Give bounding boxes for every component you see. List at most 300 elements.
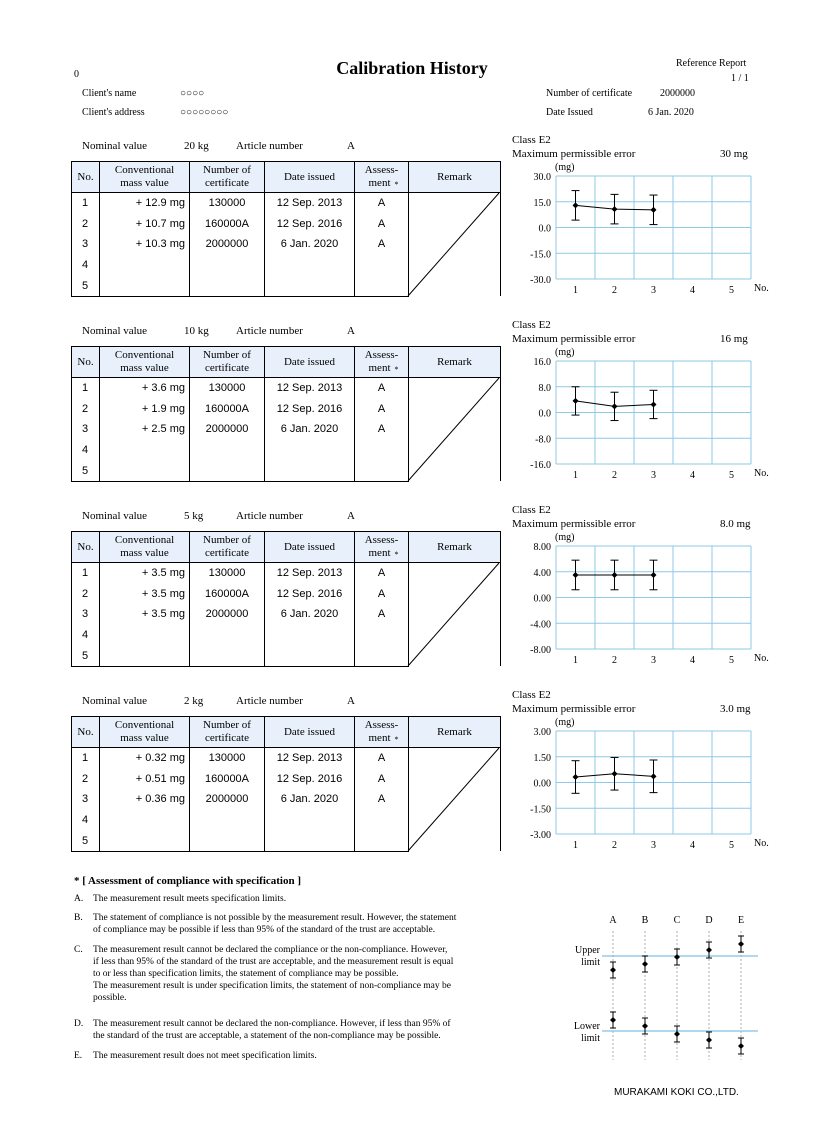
row-no: 4 bbox=[72, 810, 100, 831]
header-no bbox=[72, 162, 100, 193]
row-assessment: A bbox=[355, 563, 409, 584]
row-no: 2 bbox=[72, 399, 100, 420]
x-tick-label: 5 bbox=[729, 285, 734, 296]
mpe-value: 8.0 mg bbox=[720, 518, 751, 530]
row-certificate: 2000000 bbox=[190, 604, 265, 625]
mpe-label: Maximum permissible error bbox=[512, 333, 636, 345]
assessment-item bbox=[74, 1050, 514, 1062]
assessment-item bbox=[74, 893, 514, 905]
row-mass-value: + 3.5 mg bbox=[100, 584, 190, 605]
row-date-issued: 12 Sep. 2013 bbox=[265, 378, 355, 399]
header-mass-value-line1: Conventional bbox=[114, 534, 175, 546]
row-date-issued bbox=[265, 625, 355, 646]
row-certificate: 160000A bbox=[190, 399, 265, 420]
row-assessment: A bbox=[355, 584, 409, 605]
mpe-label: Maximum permissible error bbox=[512, 703, 636, 715]
article-number-value: A bbox=[347, 510, 355, 522]
header-certificate bbox=[190, 347, 265, 378]
header-no-text: No. bbox=[77, 355, 94, 368]
header-no bbox=[72, 717, 100, 748]
y-tick-label: 1.50 bbox=[533, 752, 551, 764]
legend-marker bbox=[706, 947, 712, 953]
row-no: 3 bbox=[72, 234, 100, 255]
x-tick-label: 1 bbox=[573, 840, 578, 851]
header-no-text: No. bbox=[77, 540, 94, 553]
nominal-value: 10 kg bbox=[184, 325, 209, 337]
mpe-label: Maximum permissible error bbox=[512, 518, 636, 530]
row-mass-value bbox=[100, 625, 190, 646]
assessment-item-line: The statement of compliance is not possible by the measurement result. However, the statement bbox=[93, 913, 457, 923]
y-tick-label: 15.0 bbox=[533, 197, 551, 209]
y-unit-label: (mg) bbox=[555, 162, 575, 173]
row-date-issued: 12 Sep. 2013 bbox=[265, 193, 355, 214]
class-label: Class E2 bbox=[512, 689, 551, 701]
row-date-issued bbox=[265, 810, 355, 831]
assessment-footnote-mark: * bbox=[394, 180, 399, 189]
legend-marker bbox=[738, 1043, 744, 1049]
header-certificate bbox=[190, 162, 265, 193]
data-point bbox=[612, 403, 618, 409]
row-date-issued: 6 Jan. 2020 bbox=[265, 789, 355, 810]
header-no bbox=[72, 347, 100, 378]
x-tick-label: 5 bbox=[729, 655, 734, 666]
assessment-footnote-mark: * bbox=[394, 735, 399, 744]
row-mass-value: + 1.9 mg bbox=[100, 399, 190, 420]
row-certificate bbox=[190, 810, 265, 831]
y-tick-label: 8.0 bbox=[538, 382, 551, 394]
x-tick-label: 5 bbox=[729, 470, 734, 481]
row-certificate: 130000 bbox=[190, 193, 265, 214]
header-assessment-line2: ment bbox=[368, 177, 391, 189]
header-mass-value bbox=[100, 347, 190, 378]
date-issued-value: 6 Jan. 2020 bbox=[648, 107, 694, 118]
mpe-value: 30 mg bbox=[720, 148, 748, 160]
assessment-item-line: of compliance may be possible if less than 95% of the standard of the trust are acceptable. bbox=[93, 925, 436, 935]
row-assessment: A bbox=[355, 419, 409, 440]
row-certificate: 130000 bbox=[190, 563, 265, 584]
legend-marker bbox=[642, 1023, 648, 1029]
row-no: 3 bbox=[72, 419, 100, 440]
assessment-item-letter: D. bbox=[74, 1019, 84, 1029]
row-date-issued bbox=[265, 830, 355, 851]
y-tick-label: -16.0 bbox=[530, 460, 551, 471]
row-assessment: A bbox=[355, 399, 409, 420]
header-date-issued bbox=[265, 532, 355, 563]
header-certificate bbox=[190, 717, 265, 748]
x-tick-label: 4 bbox=[690, 840, 695, 851]
legend-marker bbox=[642, 961, 648, 967]
class-label: Class E2 bbox=[512, 134, 551, 146]
assessment-item-letter: A. bbox=[74, 894, 84, 904]
row-date-issued: 12 Sep. 2013 bbox=[265, 563, 355, 584]
row-no: 1 bbox=[72, 378, 100, 399]
assessment-item-text bbox=[93, 1018, 513, 1042]
assessment-item bbox=[74, 1018, 514, 1042]
row-certificate bbox=[190, 275, 265, 296]
row-mass-value bbox=[100, 255, 190, 276]
x-tick-label: 4 bbox=[690, 470, 695, 481]
x-tick-label: 1 bbox=[573, 470, 578, 481]
row-no: 5 bbox=[72, 645, 100, 666]
y-tick-label: 0.0 bbox=[538, 408, 551, 420]
y-tick-label: 8.00 bbox=[533, 542, 551, 553]
header-date-issued-text: Date issued bbox=[283, 725, 335, 738]
header-certificate-line1: Number of bbox=[203, 164, 251, 176]
table-row bbox=[72, 748, 501, 769]
y-tick-label: -8.0 bbox=[535, 434, 551, 446]
row-mass-value bbox=[100, 440, 190, 461]
header-assessment-line2: ment bbox=[368, 547, 391, 559]
row-certificate bbox=[190, 625, 265, 646]
class-label: Class E2 bbox=[512, 504, 551, 516]
article-number-label: Article number bbox=[236, 140, 303, 152]
row-mass-value bbox=[100, 460, 190, 481]
upper-limit-label: limit bbox=[581, 957, 600, 968]
mpe-value: 16 mg bbox=[720, 333, 748, 345]
row-certificate: 160000A bbox=[190, 584, 265, 605]
row-assessment: A bbox=[355, 193, 409, 214]
legend-marker bbox=[738, 941, 744, 947]
legend-column-label: A bbox=[609, 915, 617, 926]
header-assessment-line1: Assess- bbox=[364, 349, 399, 361]
date-issued-label: Date Issued bbox=[546, 107, 593, 118]
data-point bbox=[651, 207, 657, 213]
row-remark bbox=[409, 563, 501, 667]
row-date-issued bbox=[265, 440, 355, 461]
table-header-row bbox=[72, 717, 501, 748]
row-mass-value: + 10.7 mg bbox=[100, 214, 190, 235]
row-certificate bbox=[190, 645, 265, 666]
y-tick-label: -15.0 bbox=[530, 249, 551, 261]
page-number: 1 / 1 bbox=[731, 73, 749, 84]
assessment-footnote-mark: * bbox=[394, 550, 399, 559]
header-remark bbox=[409, 717, 501, 748]
assessment-item-line: to or less than specification limits, the statement of compliance may be possible. bbox=[93, 969, 399, 979]
row-date-issued bbox=[265, 275, 355, 296]
row-no: 5 bbox=[72, 830, 100, 851]
assessment-item-text bbox=[93, 893, 513, 905]
header-certificate-line2: certificate bbox=[205, 362, 249, 374]
y-tick-label: 4.00 bbox=[533, 567, 551, 579]
row-certificate: 2000000 bbox=[190, 789, 265, 810]
row-assessment: A bbox=[355, 748, 409, 769]
legend-marker bbox=[674, 1031, 680, 1037]
y-unit-label: (mg) bbox=[555, 717, 575, 728]
header-mass-value bbox=[100, 532, 190, 563]
client-address-label: Client's address bbox=[82, 107, 145, 118]
x-tick-label: 2 bbox=[612, 840, 617, 851]
x-tick-label: 3 bbox=[651, 840, 656, 851]
header-remark-text: Remark bbox=[437, 725, 472, 738]
row-remark bbox=[409, 378, 501, 482]
x-tick-label: 1 bbox=[573, 285, 578, 296]
certificate-number-value: 2000000 bbox=[660, 88, 695, 99]
header-no-text: No. bbox=[77, 170, 94, 183]
row-certificate: 160000A bbox=[190, 769, 265, 790]
row-no: 3 bbox=[72, 604, 100, 625]
y-tick-label: 30.0 bbox=[533, 172, 551, 183]
row-mass-value: + 0.32 mg bbox=[100, 748, 190, 769]
legend-column-label: C bbox=[673, 915, 681, 926]
header-mass-value-line2: mass value bbox=[120, 732, 169, 744]
header-remark bbox=[409, 347, 501, 378]
header-date-issued-text: Date issued bbox=[283, 170, 335, 183]
table-row bbox=[72, 378, 501, 399]
table-header-row bbox=[72, 162, 501, 193]
y-tick-label: 0.00 bbox=[533, 593, 551, 605]
y-unit-label: (mg) bbox=[555, 532, 575, 543]
error-chart bbox=[510, 715, 770, 851]
row-no: 4 bbox=[72, 255, 100, 276]
header-mass-value-line1: Conventional bbox=[114, 719, 175, 731]
row-mass-value: + 3.5 mg bbox=[100, 563, 190, 584]
row-remark bbox=[409, 748, 501, 852]
row-mass-value: + 3.6 mg bbox=[100, 378, 190, 399]
row-assessment: A bbox=[355, 604, 409, 625]
row-no: 5 bbox=[72, 275, 100, 296]
row-no: 2 bbox=[72, 584, 100, 605]
row-date-issued bbox=[265, 460, 355, 481]
row-remark bbox=[409, 193, 501, 297]
calibration-history-table bbox=[71, 346, 501, 482]
article-number-value: A bbox=[347, 695, 355, 707]
row-no: 1 bbox=[72, 193, 100, 214]
data-point bbox=[651, 773, 657, 779]
row-assessment: A bbox=[355, 378, 409, 399]
assessment-item-text bbox=[93, 1050, 513, 1062]
x-tick-label: 2 bbox=[612, 470, 617, 481]
row-date-issued bbox=[265, 645, 355, 666]
upper-limit-label: Upper bbox=[575, 945, 600, 956]
data-point bbox=[573, 398, 579, 404]
row-certificate bbox=[190, 255, 265, 276]
header-certificate-line1: Number of bbox=[203, 349, 251, 361]
header-mass-value-line2: mass value bbox=[120, 547, 169, 559]
legend-marker bbox=[674, 954, 680, 960]
assessment-item-line: The measurement result cannot be declared the compliance or the non-compliance. However, bbox=[93, 945, 448, 955]
y-tick-label: -8.00 bbox=[530, 645, 551, 656]
assessment-item-letter: E. bbox=[74, 1051, 83, 1061]
calibration-history-table bbox=[71, 161, 501, 297]
chart-grid bbox=[556, 176, 751, 279]
data-point bbox=[612, 572, 618, 578]
report-type: Reference Report bbox=[676, 58, 747, 69]
header-remark-text: Remark bbox=[437, 355, 472, 368]
row-assessment bbox=[355, 275, 409, 296]
row-no: 1 bbox=[72, 563, 100, 584]
header-certificate-line2: certificate bbox=[205, 732, 249, 744]
assessment-item bbox=[74, 944, 514, 1004]
calibration-history-table bbox=[71, 531, 501, 667]
y-tick-label: 16.0 bbox=[533, 357, 551, 368]
row-assessment: A bbox=[355, 769, 409, 790]
header-date-issued-text: Date issued bbox=[283, 355, 335, 368]
header-date-issued bbox=[265, 347, 355, 378]
y-tick-label: -30.0 bbox=[530, 275, 551, 286]
row-date-issued: 6 Jan. 2020 bbox=[265, 604, 355, 625]
x-tick-label: 5 bbox=[729, 840, 734, 851]
data-point bbox=[573, 572, 579, 578]
header-mass-value-line2: mass value bbox=[120, 177, 169, 189]
assessment-item bbox=[74, 912, 514, 936]
assessment-item-line: if less than 95% of the standard of the trust are acceptable, and the measurement result is equal bbox=[93, 957, 454, 967]
header-certificate-line1: Number of bbox=[203, 719, 251, 731]
legend-marker bbox=[610, 1017, 616, 1023]
header-assessment-line2: ment bbox=[368, 362, 391, 374]
data-point bbox=[573, 202, 579, 208]
row-no: 4 bbox=[72, 440, 100, 461]
x-tick-label: 3 bbox=[651, 285, 656, 296]
y-tick-label: 0.0 bbox=[538, 223, 551, 235]
client-name-value: ○○○○ bbox=[180, 88, 205, 99]
lower-limit-label: limit bbox=[581, 1033, 600, 1044]
header-certificate-line2: certificate bbox=[205, 547, 249, 559]
x-axis-label: No. bbox=[754, 838, 769, 849]
mpe-value: 3.0 mg bbox=[720, 703, 751, 715]
row-assessment bbox=[355, 830, 409, 851]
row-certificate bbox=[190, 440, 265, 461]
x-tick-label: 2 bbox=[612, 655, 617, 666]
x-tick-label: 3 bbox=[651, 655, 656, 666]
article-number-label: Article number bbox=[236, 695, 303, 707]
x-axis-label: No. bbox=[754, 653, 769, 664]
y-tick-label: -3.00 bbox=[530, 830, 551, 841]
x-tick-label: 3 bbox=[651, 470, 656, 481]
row-mass-value: + 10.3 mg bbox=[100, 234, 190, 255]
x-axis-label: No. bbox=[754, 283, 769, 294]
header-certificate-line2: certificate bbox=[205, 177, 249, 189]
nominal-value: 5 kg bbox=[184, 510, 204, 522]
nominal-value-label: Nominal value bbox=[82, 140, 148, 152]
assessment-item-line: possible. bbox=[93, 993, 127, 1003]
data-point bbox=[573, 774, 579, 780]
table-header-row bbox=[72, 532, 501, 563]
row-mass-value: + 3.5 mg bbox=[100, 604, 190, 625]
header-date-issued-text: Date issued bbox=[283, 540, 335, 553]
row-date-issued: 12 Sep. 2016 bbox=[265, 584, 355, 605]
data-point bbox=[612, 206, 618, 212]
nominal-value-label: Nominal value bbox=[82, 695, 148, 707]
row-assessment: A bbox=[355, 789, 409, 810]
row-certificate: 2000000 bbox=[190, 419, 265, 440]
nominal-value-label: Nominal value bbox=[82, 325, 148, 337]
article-number-value: A bbox=[347, 140, 355, 152]
header-mass-value-line2: mass value bbox=[120, 362, 169, 374]
article-number-label: Article number bbox=[236, 510, 303, 522]
row-assessment: A bbox=[355, 214, 409, 235]
row-certificate bbox=[190, 460, 265, 481]
row-date-issued: 12 Sep. 2016 bbox=[265, 214, 355, 235]
row-no: 2 bbox=[72, 769, 100, 790]
header-remark bbox=[409, 532, 501, 563]
nominal-value: 2 kg bbox=[184, 695, 204, 707]
header-mass-value-line1: Conventional bbox=[114, 349, 175, 361]
legend-marker bbox=[706, 1037, 712, 1043]
assessment-item-line: The measurement result meets specification limits. bbox=[93, 894, 287, 904]
header-date-issued bbox=[265, 717, 355, 748]
header-assessment bbox=[355, 717, 409, 748]
assessment-item-text bbox=[93, 944, 513, 1004]
header-no-text: No. bbox=[77, 725, 94, 738]
row-no: 4 bbox=[72, 625, 100, 646]
y-tick-label: 3.00 bbox=[533, 727, 551, 738]
row-assessment bbox=[355, 645, 409, 666]
calibration-history-table bbox=[71, 716, 501, 852]
row-certificate: 130000 bbox=[190, 748, 265, 769]
x-tick-label: 2 bbox=[612, 285, 617, 296]
assessment-item-text bbox=[93, 912, 513, 936]
row-mass-value bbox=[100, 275, 190, 296]
y-tick-label: -4.00 bbox=[530, 619, 551, 631]
row-mass-value bbox=[100, 810, 190, 831]
error-chart bbox=[510, 530, 770, 666]
nominal-value: 20 kg bbox=[184, 140, 209, 152]
header-mass-value bbox=[100, 162, 190, 193]
article-number-value: A bbox=[347, 325, 355, 337]
mpe-label: Maximum permissible error bbox=[512, 148, 636, 160]
legend-column-label: E bbox=[737, 915, 745, 926]
client-address-value: ○○○○○○○○ bbox=[180, 107, 229, 118]
header-certificate bbox=[190, 532, 265, 563]
client-name-label: Client's name bbox=[82, 88, 137, 99]
row-certificate bbox=[190, 830, 265, 851]
header-assessment-line2: ment bbox=[368, 732, 391, 744]
row-certificate: 2000000 bbox=[190, 234, 265, 255]
row-date-issued: 12 Sep. 2016 bbox=[265, 399, 355, 420]
header-assessment-line1: Assess- bbox=[364, 164, 399, 176]
row-no: 2 bbox=[72, 214, 100, 235]
row-assessment: A bbox=[355, 234, 409, 255]
row-mass-value bbox=[100, 645, 190, 666]
y-tick-label: 0.00 bbox=[533, 778, 551, 790]
x-tick-label: 4 bbox=[690, 285, 695, 296]
assessment-item-letter: C. bbox=[74, 945, 83, 955]
assessment-heading: * [ Assessment of compliance with specification ] bbox=[74, 875, 302, 887]
row-assessment bbox=[355, 460, 409, 481]
row-no: 3 bbox=[72, 789, 100, 810]
row-assessment bbox=[355, 440, 409, 461]
row-date-issued: 6 Jan. 2020 bbox=[265, 419, 355, 440]
table-row bbox=[72, 563, 501, 584]
page-title: Calibration History bbox=[336, 58, 488, 78]
assessment-item-letter: B. bbox=[74, 913, 83, 923]
x-tick-label: 1 bbox=[573, 655, 578, 666]
lower-limit-label: Lower bbox=[573, 1021, 600, 1032]
legend-column-label: D bbox=[705, 915, 713, 926]
row-date-issued bbox=[265, 255, 355, 276]
assessment-legend-diagram bbox=[560, 905, 770, 1065]
header-remark bbox=[409, 162, 501, 193]
header-remark-text: Remark bbox=[437, 170, 472, 183]
data-point bbox=[651, 572, 657, 578]
row-no: 1 bbox=[72, 748, 100, 769]
company-name: MURAKAMI KOKI CO.,LTD. bbox=[614, 1087, 739, 1098]
article-number-label: Article number bbox=[236, 325, 303, 337]
row-mass-value: + 0.36 mg bbox=[100, 789, 190, 810]
header-mass-value bbox=[100, 717, 190, 748]
assessment-item-line: The measurement result does not meet specification limits. bbox=[93, 1051, 317, 1061]
header-mass-value-line1: Conventional bbox=[114, 164, 175, 176]
row-date-issued: 12 Sep. 2013 bbox=[265, 748, 355, 769]
table-row bbox=[72, 193, 501, 214]
table-header-row bbox=[72, 347, 501, 378]
header-assessment bbox=[355, 347, 409, 378]
row-certificate: 130000 bbox=[190, 378, 265, 399]
assessment-item-line: The measurement result is under specification limits, the statement of non-compliance may be bbox=[93, 981, 451, 991]
assessment-item-line: The measurement result cannot be declared the non-compliance. However, if less than 95% of bbox=[93, 1019, 451, 1029]
class-label: Class E2 bbox=[512, 319, 551, 331]
header-no bbox=[72, 532, 100, 563]
